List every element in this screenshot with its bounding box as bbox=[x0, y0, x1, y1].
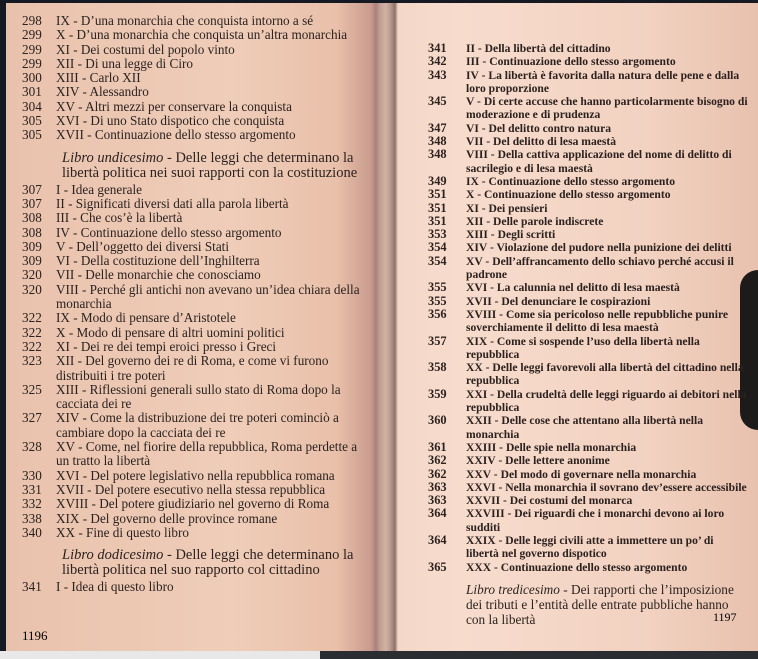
toc-entry bbox=[428, 215, 748, 228]
left-page bbox=[22, 14, 372, 594]
toc-page-number: 298 bbox=[22, 13, 42, 28]
toc-page-number: 355 bbox=[428, 280, 447, 295]
toc-page-number: 322 bbox=[22, 324, 42, 340]
toc-page-number: 299 bbox=[22, 27, 42, 43]
toc-entry bbox=[428, 561, 748, 574]
toc-chapter-title: XXVI - Nella monarchia il sovrano dev’essere accessibile bbox=[466, 480, 747, 494]
toc-entry bbox=[428, 202, 748, 215]
toc-chapter-title: XVI - Di uno Stato dispotico che conquista bbox=[56, 113, 285, 129]
toc-page-number: 363 bbox=[428, 479, 447, 494]
toc-chapter-title: XIII - Carlo XII bbox=[56, 70, 141, 86]
toc-chapter-title: XX - Fine di questo libro bbox=[56, 524, 189, 540]
toc-entry bbox=[428, 175, 748, 188]
toc-chapter-title: XV - Altri mezzi per conservare la conquista bbox=[56, 98, 292, 114]
toc-entry bbox=[22, 226, 372, 240]
toc-page-number: 327 bbox=[22, 410, 42, 426]
toc-chapter-title: XIII - Degli scritti bbox=[466, 228, 556, 242]
book-heading-12 bbox=[62, 548, 372, 578]
toc-entry bbox=[428, 255, 748, 282]
toc-chapter-title: VIII - Perché gli antichi non avevano un’idea chiara della monarchia bbox=[56, 281, 360, 312]
toc-entry bbox=[22, 526, 372, 540]
book-heading-13 bbox=[466, 582, 748, 627]
toc-entry bbox=[428, 95, 748, 122]
toc-chapter-title: XV - Dell’affrancamento dello schiavo perché accusi il padrone bbox=[466, 254, 734, 282]
toc-entry bbox=[22, 85, 372, 99]
toc-page-number: 356 bbox=[428, 306, 447, 321]
toc-page-number: 340 bbox=[22, 524, 42, 540]
toc-page-number: 361 bbox=[428, 439, 447, 454]
book-heading-11 bbox=[62, 151, 372, 181]
toc-page-number: 365 bbox=[428, 559, 447, 574]
toc-chapter-title: XVIII - Come sia pericoloso nelle repubbliche punire soverchiamente il delitto di lesa maestà bbox=[466, 307, 729, 335]
toc-list bbox=[22, 580, 372, 594]
toc-page-number: 359 bbox=[428, 386, 447, 401]
toc-page-number: 322 bbox=[22, 338, 42, 354]
toc-chapter-title: XI - Dei costumi del popolo vinto bbox=[56, 41, 235, 57]
page-number-left: 1196 bbox=[22, 628, 48, 643]
toc-entry bbox=[22, 28, 372, 42]
toc-entry bbox=[22, 71, 372, 85]
toc-chapter-title: XVII - Del denunciare le cospirazioni bbox=[466, 294, 651, 308]
toc-page-number: 354 bbox=[428, 253, 447, 268]
toc-chapter-title: V - Di certe accuse che hanno particolarmente bisogno di moderazione e di prudenza bbox=[466, 95, 748, 122]
toc-page-number: 332 bbox=[22, 496, 42, 512]
toc-page-number: 325 bbox=[22, 381, 42, 397]
book-subtitle: - Delle leggi che determinano la libertà politica nei suoi rapporti con la costituzione bbox=[62, 149, 358, 181]
toc-entry bbox=[428, 295, 748, 308]
toc-entry bbox=[22, 497, 372, 511]
toc-chapter-title: VIII - Della cattiva applicazione del nome di delitto di sacrilegio e di lesa maestà bbox=[466, 148, 732, 175]
toc-page-number: 345 bbox=[428, 94, 447, 109]
toc-chapter-title: XXII - Delle cose che attentano alla libertà nella monarchia bbox=[466, 414, 703, 441]
book-label: Libro tredicesimo bbox=[466, 581, 560, 597]
toc-list bbox=[22, 14, 372, 143]
toc-chapter-title: IV - Continuazione dello stesso argomento bbox=[56, 224, 282, 240]
toc-chapter-title: XVII - Del potere esecutivo nella stessa repubblica bbox=[56, 481, 326, 497]
toc-entry bbox=[22, 411, 372, 440]
toc-entry bbox=[22, 580, 372, 594]
toc-page-number: 348 bbox=[428, 147, 447, 162]
toc-chapter-title: IX - Continuazione dello stesso argomento bbox=[466, 174, 676, 188]
toc-page-number: 357 bbox=[428, 333, 447, 348]
toc-chapter-title: IX - D’una monarchia che conquista intorno a sé bbox=[56, 13, 314, 28]
toc-entry bbox=[428, 69, 748, 96]
toc-page-number: 338 bbox=[22, 510, 42, 526]
toc-page-number: 351 bbox=[428, 213, 447, 228]
toc-entry bbox=[428, 454, 748, 467]
toc-entry bbox=[428, 241, 748, 254]
toc-entry bbox=[428, 335, 748, 362]
toc-chapter-title: XVII - Continuazione dello stesso argomento bbox=[56, 127, 296, 143]
toc-entry bbox=[428, 361, 748, 388]
toc-chapter-title: XX - Delle leggi favorevoli alla libertà del cittadino nella repubblica bbox=[466, 361, 744, 388]
toc-entry bbox=[22, 512, 372, 526]
toc-chapter-title: VII - Delle monarchie che conosciamo bbox=[56, 267, 261, 283]
toc-entry bbox=[428, 494, 748, 507]
book-label: Libro dodicesimo bbox=[62, 547, 164, 564]
toc-entry bbox=[22, 57, 372, 71]
toc-chapter-title: XIV - Alessandro bbox=[56, 84, 149, 100]
toc-chapter-title: XXIX - Delle leggi civili atte a immettere un po’ di libertà nel governo dispotico bbox=[466, 533, 714, 561]
book-label: Libro undicesimo bbox=[62, 149, 164, 166]
toc-entry bbox=[22, 326, 372, 340]
toc-page-number: 305 bbox=[22, 127, 42, 143]
toc-entry bbox=[428, 122, 748, 135]
toc-entry bbox=[22, 128, 372, 142]
toc-entry bbox=[428, 534, 748, 561]
toc-entry bbox=[22, 211, 372, 225]
toc-page-number: 363 bbox=[428, 493, 447, 508]
toc-entry bbox=[22, 483, 372, 497]
toc-entry bbox=[428, 228, 748, 241]
toc-page-number: 309 bbox=[22, 238, 42, 254]
toc-chapter-title: XXI - Della crudeltà delle leggi riguardo ai debitori nella repubblica bbox=[466, 387, 747, 415]
toc-chapter-title: V - Dell’oggetto dei diversi Stati bbox=[56, 238, 229, 254]
toc-chapter-title: XXX - Continuazione dello stesso argomento bbox=[466, 560, 688, 574]
toc-chapter-title: VI - Del delitto contro natura bbox=[466, 121, 612, 135]
book-subtitle: - Dei rapporti che l’imposizione dei tributi e l’entità delle entrate pubbliche hanno con la libertà bbox=[466, 581, 734, 627]
toc-page-number: 320 bbox=[22, 267, 42, 283]
toc-entry bbox=[428, 135, 748, 148]
toc-entry bbox=[22, 197, 372, 211]
toc-page-number: 341 bbox=[428, 41, 447, 55]
toc-chapter-title: XI - Dei pensieri bbox=[466, 201, 548, 215]
toc-page-number: 342 bbox=[428, 54, 447, 69]
toc-entry bbox=[428, 55, 748, 68]
toc-chapter-title: XI - Dei re dei tempi eroici presso i Greci bbox=[56, 338, 277, 354]
toc-entry bbox=[22, 340, 372, 354]
toc-chapter-title: X - Modo di pensare di altri uomini politici bbox=[56, 324, 285, 340]
toc-page-number: 305 bbox=[22, 113, 42, 129]
toc-chapter-title: I - Idea generale bbox=[56, 181, 143, 197]
toc-page-number: 304 bbox=[22, 98, 42, 114]
toc-chapter-title: XXV - Del modo di governare nella monarchia bbox=[466, 467, 697, 481]
toc-page-number: 320 bbox=[22, 281, 42, 297]
toc-entry bbox=[22, 311, 372, 325]
toc-page-number: 348 bbox=[428, 134, 447, 149]
toc-chapter-title: III - Continuazione dello stesso argomento bbox=[466, 55, 676, 69]
toc-entry bbox=[428, 281, 748, 294]
toc-page-number: 358 bbox=[428, 360, 447, 375]
toc-chapter-title: XVI - Del potere legislativo nella repubblica romana bbox=[56, 467, 335, 483]
toc-entry bbox=[22, 283, 372, 312]
toc-page-number: 347 bbox=[428, 120, 447, 135]
toc-list bbox=[22, 183, 372, 540]
toc-page-number: 299 bbox=[22, 41, 42, 57]
toc-page-number: 341 bbox=[22, 579, 42, 595]
toc-entry bbox=[22, 14, 372, 28]
toc-page-number: 343 bbox=[428, 67, 447, 82]
book-subtitle: - Delle leggi che determinano la libertà politica nel suo rapporto col cittadino bbox=[62, 547, 354, 579]
toc-chapter-title: XVI - La calunnia nel delitto di lesa maestà bbox=[466, 281, 680, 295]
toc-chapter-title: XXIV - Delle lettere anonime bbox=[466, 454, 610, 468]
toc-entry bbox=[22, 114, 372, 128]
toc-page-number: 354 bbox=[428, 240, 447, 255]
toc-chapter-title: VII - Del delitto di lesa maestà bbox=[466, 135, 617, 149]
toc-chapter-title: XV - Come, nel fiorire della repubblica, Roma perdette a un tratto la libertà bbox=[56, 439, 358, 469]
book-spine bbox=[378, 3, 398, 651]
toc-chapter-title: XII - Del governo dei re di Roma, e come vi furono distribuiti i tre poteri bbox=[56, 353, 329, 383]
toc-page-number: 351 bbox=[428, 200, 447, 215]
toc-page-number: 364 bbox=[428, 532, 447, 547]
toc-chapter-title: IX - Modo di pensare d’Aristotele bbox=[56, 310, 236, 326]
toc-page-number: 331 bbox=[22, 481, 42, 497]
toc-page-number: 299 bbox=[22, 55, 42, 71]
toc-entry bbox=[22, 440, 372, 469]
toc-page-number: 364 bbox=[428, 506, 447, 521]
toc-chapter-title: XXVII - Dei costumi del monarca bbox=[466, 494, 633, 508]
toc-page-number: 323 bbox=[22, 353, 42, 369]
toc-entry bbox=[428, 148, 748, 175]
toc-chapter-title: X - D’una monarchia che conquista un’altra monarchia bbox=[56, 27, 348, 43]
toc-chapter-title: XVIII - Del potere giudiziario nel governo di Roma bbox=[56, 496, 330, 512]
toc-page-number: 328 bbox=[22, 439, 42, 455]
toc-entry bbox=[428, 42, 748, 55]
toc-page-number: 353 bbox=[428, 227, 447, 242]
toc-chapter-title: IV - La libertà è favorita dalla natura delle pene e dalla loro proporzione bbox=[466, 68, 740, 95]
toc-page-number: 322 bbox=[22, 310, 42, 326]
toc-entry bbox=[22, 183, 372, 197]
toc-chapter-title: XIV - Violazione del pudore nella punizione dei delitti bbox=[466, 241, 732, 255]
toc-page-number: 355 bbox=[428, 293, 447, 308]
toc-page-number: 300 bbox=[22, 70, 42, 86]
toc-chapter-title: XXIII - Delle spie nella monarchia bbox=[466, 440, 637, 454]
toc-chapter-title: XIV - Come la distribuzione dei tre poteri cominciò a cambiare dopo la cacciata dei re bbox=[56, 410, 339, 440]
toc-chapter-title: III - Che cos’è la libertà bbox=[56, 210, 183, 226]
toc-entry bbox=[428, 388, 748, 415]
toc-page-number: 308 bbox=[22, 210, 42, 226]
toc-entry bbox=[428, 414, 748, 441]
toc-entry bbox=[22, 469, 372, 483]
toc-page-number: 351 bbox=[428, 187, 447, 202]
toc-page-number: 360 bbox=[428, 413, 447, 428]
toc-entry bbox=[428, 441, 748, 454]
toc-page-number: 330 bbox=[22, 467, 42, 483]
toc-chapter-title: XXVIII - Dei riguardi che i monarchi devono ai loro sudditi bbox=[466, 507, 725, 534]
toc-chapter-title: XII - Di una legge di Ciro bbox=[56, 55, 193, 71]
toc-entry bbox=[428, 507, 748, 534]
toc-page-number: 301 bbox=[22, 84, 42, 100]
toc-page-number: 308 bbox=[22, 224, 42, 240]
toc-chapter-title: II - Significati diversi dati alla parola libertà bbox=[56, 195, 289, 211]
page-number-right: 1197 bbox=[713, 610, 737, 624]
toc-entry bbox=[428, 308, 748, 335]
toc-chapter-title: VI - Della costituzione dell’Inghilterra bbox=[56, 253, 260, 269]
toc-entry bbox=[22, 268, 372, 282]
toc-entry bbox=[428, 188, 748, 201]
toc-entry bbox=[22, 100, 372, 114]
toc-page-number: 307 bbox=[22, 181, 42, 197]
toc-chapter-title: X - Continuazione dello stesso argomento bbox=[466, 188, 671, 202]
toc-chapter-title: I - Idea di questo libro bbox=[56, 579, 174, 595]
toc-page-number: 307 bbox=[22, 195, 42, 211]
toc-chapter-title: XII - Delle parole indiscrete bbox=[466, 214, 604, 228]
toc-entry bbox=[22, 43, 372, 57]
toc-page-number: 349 bbox=[428, 173, 447, 188]
toc-chapter-title: XIX - Del governo delle province romane bbox=[56, 510, 278, 526]
right-page bbox=[428, 42, 748, 629]
toc-entry bbox=[22, 254, 372, 268]
toc-list bbox=[428, 42, 748, 574]
toc-entry bbox=[428, 481, 748, 494]
toc-chapter-title: XIII - Riflessioni generali sullo stato di Roma dopo la cacciata dei re bbox=[56, 381, 341, 412]
toc-entry bbox=[22, 354, 372, 383]
toc-chapter-title: II - Della libertà del cittadino bbox=[466, 42, 611, 55]
toc-chapter-title: XIX - Come si sospende l’uso della libertà nella repubblica bbox=[466, 334, 700, 361]
toc-page-number: 362 bbox=[428, 453, 447, 468]
toc-entry bbox=[22, 383, 372, 412]
toc-entry bbox=[428, 468, 748, 481]
background-surface bbox=[0, 651, 758, 659]
toc-entry bbox=[22, 240, 372, 254]
toc-page-number: 309 bbox=[22, 253, 42, 269]
toc-page-number: 362 bbox=[428, 466, 447, 481]
